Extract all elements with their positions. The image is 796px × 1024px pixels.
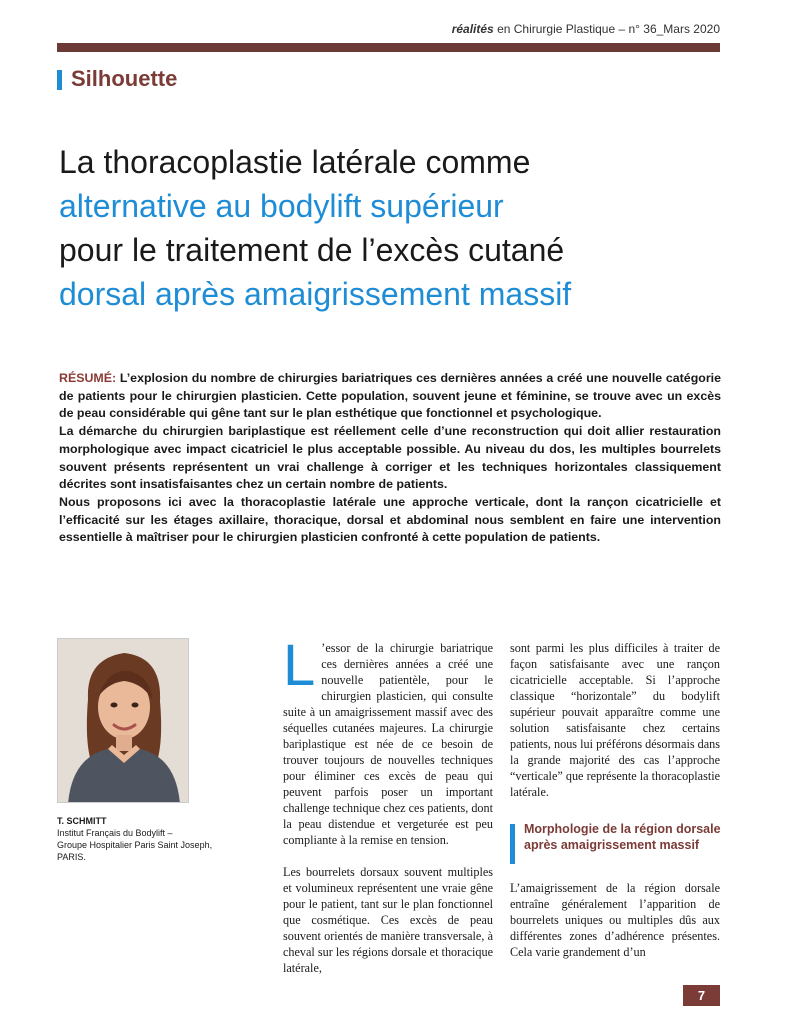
running-header: [452, 22, 720, 36]
body-paragraph-3: sont parmi les plus difficiles à traiter de façon satisfaisante avec une rançon cicatricielle acceptable. Si l’approche classique “horizontale” du bodylift supérieur pouvait apparaître comme une solution satisfaisante chez certains patients, nous lui préférons désormais dans la grande majorité des cas l’approche “verticale” que représente la thoracoplastie latérale.: [510, 641, 720, 799]
body-column-2-continued: [510, 880, 720, 976]
title-line-3: pour le traitement de l’excès cutané: [59, 232, 565, 268]
author-affiliation-3: PARIS.: [57, 852, 86, 862]
title-line-4: dorsal après amaigrissement massif: [59, 276, 572, 312]
body-column-2: [510, 640, 720, 816]
abstract-paragraph-2: La démarche du chirurgien bariplastique est réellement celle d’une reconstruction qui doit allier restauration morphologique avec impact cicatriciel le plus acceptable possible. Au niveau du dos, les multiples bourrelets souvent présents représentent un vrai challenge à corriger et les techniques horizontales classiquement décrites sont insatisfaisantes chez un certain nombre de patients.: [59, 424, 721, 492]
journal-name: réalités: [451, 22, 494, 36]
author-photo: [57, 638, 189, 803]
title-line-1: La thoracoplastie latérale comme: [59, 144, 531, 180]
body-column-1: [283, 633, 493, 992]
author-name: T. SCHMITT: [57, 816, 107, 826]
body-paragraph-2: Les bourrelets dorsaux souvent multiples et volumineux représentent une vraie gêne pour le patient, tant sur le plan fonctionnel que cosmétique. Ces excès de peau souvent orientés de manière transversale, à cheval sur les régions dorsale et thoracique latérale,: [283, 865, 493, 975]
author-info: [57, 815, 237, 863]
abstract: [59, 370, 721, 547]
subheading-text: Morphologie de la région dorsale après amaigrissement massif: [524, 822, 721, 852]
body-paragraph-4: L’amaigrissement de la région dorsale entraîne généralement l’apparition de bourrelets uniques ou multiples dûs aux différentes zones d’adhérence présentes. Cela varie grandement d’un: [510, 881, 720, 959]
section-title: Silhouette: [71, 66, 178, 91]
abstract-text-1: L’explosion du nombre de chirurgies bariatriques ces dernières années a créé une nouvelle catégorie de patients pour le chirurgien plasticien. Cette population, souvent jeune et féminine, se trouve avec un excès de peau considérable qui gêne tant sur le plan esthétique que fonctionnel et psychologique.: [59, 371, 721, 421]
abstract-paragraph-1: [59, 370, 721, 423]
abstract-paragraph-3: Nous proposons ici avec la thoracoplastie latérale une approche verticale, dont la rançon cicatricielle et l’efficacité sur les étages axillaire, thoracique, dorsal et abdominal nous semblent en faire une intervention essentielle à maîtriser pour le chirurgien plasticien confronté à cette population de patients.: [59, 494, 721, 545]
abstract-label: RÉSUMÉ:: [59, 371, 117, 385]
body-paragraph-1: [283, 633, 493, 848]
subheading-marker: [510, 824, 515, 864]
author-affiliation-2: Groupe Hospitalier Paris Saint Joseph,: [57, 840, 213, 850]
article-title: [59, 140, 749, 316]
page-number: 7: [683, 985, 720, 1006]
author-affiliation-1: Institut Français du Bodylift –: [57, 828, 173, 838]
title-line-2: alternative au bodylift supérieur: [59, 188, 504, 224]
body-paragraph-1-text: ’essor de la chirurgie bariatrique ces dernières années a créé une nouvelle patientèle, pour le chirurgien plasticien, qui consulte suite à un amaigrissement massif avec des séquelles cutanées majeures. La chirurgie bariplastique est née de ce besoin de trouver toujours de nouvelles techniques pour éliminer ces excès de peau qui peuvent parfois poser un important challenge technique chez ces patients, dont la peau distendue et vergeturée est peu compliante à la remise en tension.: [283, 641, 493, 847]
drop-cap: L: [283, 633, 316, 698]
header-rule: [57, 43, 720, 52]
section-marker: [57, 70, 62, 90]
portrait-illustration: [58, 639, 189, 803]
issue-info: en Chirurgie Plastique – n° 36_Mars 2020: [493, 22, 720, 36]
